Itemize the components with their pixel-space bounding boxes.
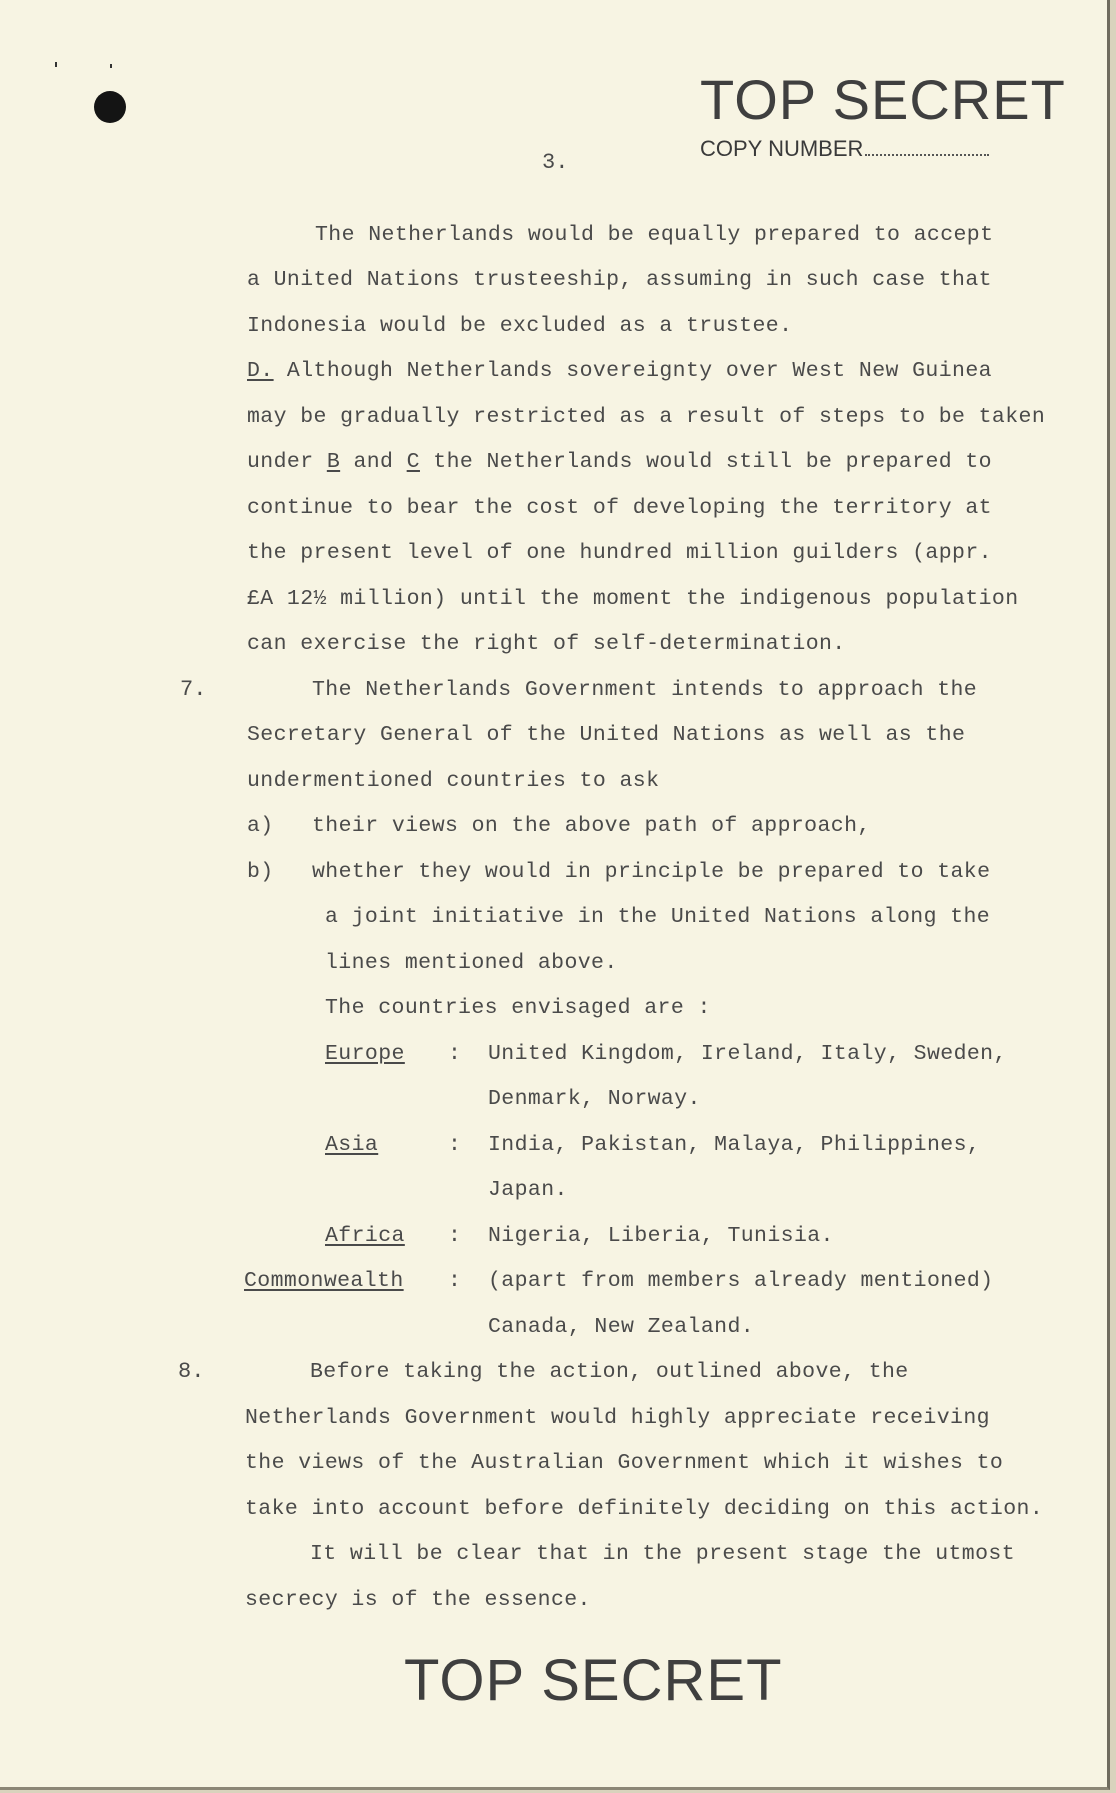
punch-hole — [94, 91, 126, 123]
region-countries: Nigeria, Liberia, Tunisia. — [488, 1224, 834, 1248]
bottom-secret-stamp: TOP SECRET — [404, 1648, 783, 1713]
reference-b: B — [326, 450, 341, 474]
text-line: may be gradually restricted as a result of steps to be taken — [247, 405, 1046, 429]
region-label-commonwealth: Commonwealth — [244, 1269, 404, 1293]
region-colon: : — [448, 1133, 461, 1157]
list-item-text: whether they would in principle be prepared to take — [312, 860, 991, 884]
paragraph-d-text: Although Netherlands sovereignty over West New Guinea — [286, 359, 992, 383]
paragraph-number: 7. — [180, 677, 207, 702]
region-countries: India, Pakistan, Malaya, Philippines, — [488, 1133, 981, 1157]
region-countries: Japan. — [488, 1178, 568, 1202]
reference-c: C — [406, 450, 420, 474]
list-marker: b) — [247, 860, 274, 884]
text-span: under — [247, 450, 327, 474]
text-line: The Netherlands would be equally prepared to accept — [315, 223, 994, 247]
copy-number-label: COPY NUMBER — [700, 136, 864, 161]
text-line: Indonesia would be excluded as a trustee. — [247, 314, 793, 338]
text-line: take into account before definitely deciding on this action. — [245, 1497, 1044, 1521]
text-line: Before taking the action, outlined above, the — [310, 1360, 909, 1384]
text-line: continue to bear the cost of developing the territory at — [247, 496, 992, 520]
region-countries: Canada, New Zealand. — [488, 1315, 755, 1339]
text-span: and — [340, 450, 407, 474]
region-countries: (apart from members already mentioned) — [488, 1269, 994, 1293]
region-label-europe: Europe — [325, 1042, 405, 1066]
list-item-text: lines mentioned above. — [325, 951, 618, 975]
top-secret-stamp: TOP SECRET — [700, 68, 1066, 131]
text-line: the views of the Australian Government which it wishes to — [245, 1451, 1004, 1475]
text-line: undermentioned countries to ask — [247, 769, 660, 793]
page-number: 3. — [542, 150, 569, 175]
region-colon: : — [448, 1224, 461, 1248]
text-line: £A 12½ million) until the moment the indigenous population — [247, 587, 1019, 611]
paragraph-number: 8. — [178, 1359, 205, 1384]
copy-number-field — [700, 136, 989, 162]
text-line: can exercise the right of self-determination. — [247, 632, 846, 656]
countries-intro: The countries envisaged are : — [325, 996, 711, 1020]
region-label-asia: Asia — [325, 1133, 379, 1157]
text-line: a United Nations trusteeship, assuming in such case that — [247, 268, 992, 292]
text-line: secrecy is of the essence. — [245, 1588, 591, 1612]
list-item-text: their views on the above path of approach, — [312, 814, 871, 838]
text-line: The Netherlands Government intends to approach the — [312, 678, 978, 702]
paper-speck — [55, 62, 57, 67]
text-line: It will be clear that in the present stage the utmost — [310, 1542, 1016, 1566]
list-marker: a) — [247, 814, 274, 838]
region-countries: United Kingdom, Ireland, Italy, Sweden, — [488, 1042, 1007, 1066]
list-item-text: a joint initiative in the United Nations along the — [325, 905, 991, 929]
text-line: Secretary General of the United Nations as well as the — [247, 723, 966, 747]
region-countries: Denmark, Norway. — [488, 1087, 701, 1111]
region-colon: : — [448, 1269, 461, 1293]
paragraph-d-first-line — [247, 357, 992, 385]
text-span: the Netherlands would still be prepared to — [419, 450, 992, 474]
copy-number-blank — [865, 140, 989, 156]
paragraph-d-marker: D. — [247, 359, 274, 383]
region-label-africa: Africa — [325, 1224, 405, 1248]
text-line — [247, 448, 992, 476]
paper-speck — [110, 64, 112, 68]
text-line: the present level of one hundred million guilders (appr. — [247, 541, 992, 565]
region-colon: : — [448, 1042, 461, 1066]
text-line: Netherlands Government would highly appreciate receiving — [245, 1406, 990, 1430]
